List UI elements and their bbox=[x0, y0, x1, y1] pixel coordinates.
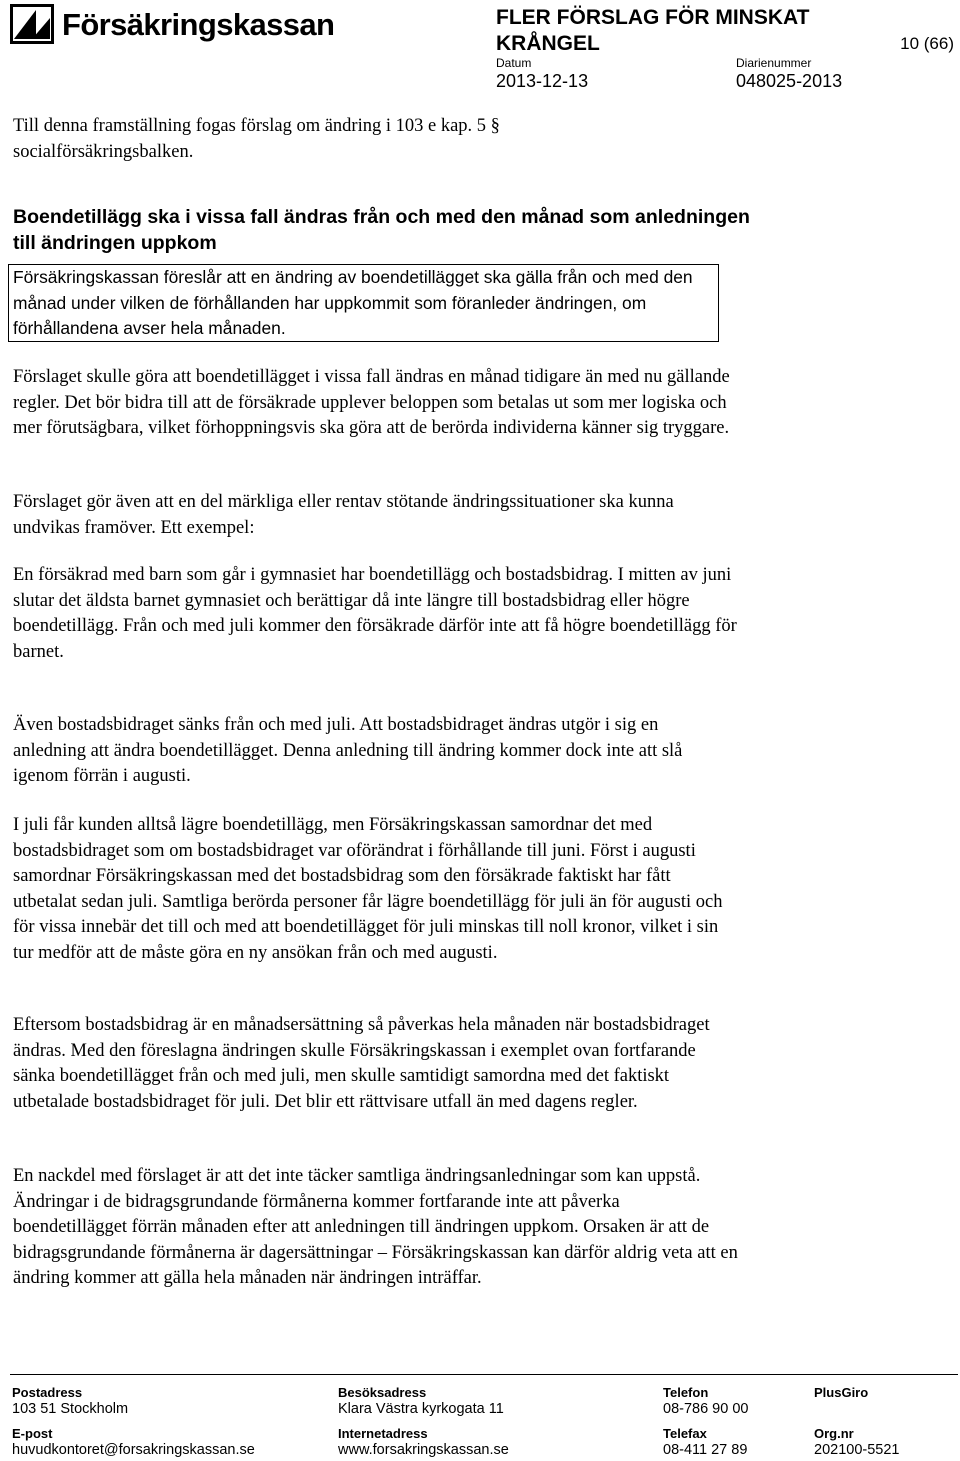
footer-postal-label: Postadress bbox=[12, 1385, 83, 1400]
paragraph-6: Eftersom bostadsbidrag är en månadsersättning så påverkas hela månaden när bostadsbidraget ändras. Med den föreslagna ändringen skulle Försäkringskassan i exemplet ovan fortfarande sänka boendetillägget från och med juli, men skulle samtidigt samordna med det faktiskt utbetalade bostadsbidraget för juli. Det blir ett rättvisare utfall än med dagens regler. bbox=[13, 1015, 710, 1112]
footer-visit-value: Klara Västra kyrkogata 11 bbox=[338, 1401, 504, 1417]
footer-web-label: Internetadress bbox=[338, 1426, 428, 1441]
footer-orgnr-label: Org.nr bbox=[814, 1426, 854, 1441]
paragraph-4: Även bostadsbidraget sänks från och med juli. Att bostadsbidraget ändras utgör i sig en anledning att ändra boendetillägget. Denna anledning till ändring kommer dock inte att slå igenom förrän i augusti. bbox=[13, 715, 683, 787]
paragraph-2: Förslaget gör även att en del märkliga eller rentav stötande ändringssituationer ska kunna undvikas framöver. Ett exempel: bbox=[13, 492, 674, 538]
diary-number-label: Diarienummer bbox=[736, 56, 812, 70]
footer-divider bbox=[10, 1374, 958, 1375]
paragraph-7: En nackdel med förslaget är att det inte täcker samtliga ändringsanledningar som kan uppstå. Ändringar i de bidragsgrundande förmånerna kommer fortfarande inte att påverka boendetillägget förrän månaden efter att anledningen till ändringen uppkom. Orsaken är att de bidragsgrundande förmånerna är dagersättningar – Försäkringskassan kan därför aldrig veta att en ändring kommer att gälla hela månaden när ändringen inträffar. bbox=[13, 1166, 738, 1289]
footer-web-value: www.forsakringskassan.se bbox=[338, 1442, 509, 1458]
document-title bbox=[496, 5, 856, 57]
footer-plusgiro-label: PlusGiro bbox=[814, 1385, 869, 1400]
footer-orgnr-value: 202100-5521 bbox=[814, 1442, 900, 1458]
footer-phone-value: 08-786 90 00 bbox=[663, 1401, 749, 1417]
document-title-line-1: FLER FÖRSLAG FÖR MINSKAT bbox=[496, 6, 810, 29]
footer-fax-value: 08-411 27 89 bbox=[663, 1442, 748, 1458]
section-heading: Boendetillägg ska i vissa fall ändras från och med den månad som anledningen till ändringen uppkom bbox=[13, 206, 750, 254]
logo-text: Försäkringskassan bbox=[62, 7, 335, 42]
footer-visit-label: Besöksadress bbox=[338, 1385, 427, 1400]
page-number: 10 (66) bbox=[900, 34, 954, 53]
footer-fax-label: Telefax bbox=[663, 1426, 707, 1441]
document-title-line-2: KRÅNGEL bbox=[496, 32, 600, 55]
forsakringskassan-logo-icon bbox=[10, 4, 54, 44]
footer-postal-value: 103 51 Stockholm bbox=[12, 1401, 129, 1417]
paragraph-5: I juli får kunden alltså lägre boendetillägg, men Försäkringskassan samordnar det med bostadsbidraget som om bostadsbidraget var oförändrat i förhållande till juni. Först i augusti samordnar Försäkringskassan med det bostadsbidrag som den försäkrade faktiskt har fått utbetalat sedan juli. Samtliga berörda personer får lägre boendetillägg för juli än för augusti och för vissa innebär det till och med att boendetillägget för juli minskas till noll kronor, vilket i sin tur medför att de måste göra en ny ansökan från och med augusti. bbox=[13, 815, 723, 963]
footer-email-label: E-post bbox=[12, 1426, 53, 1441]
footer-email-value: huvudkontoret@forsakringskassan.se bbox=[12, 1442, 255, 1458]
paragraph-3: En försäkrad med barn som går i gymnasiet har boendetillägg och bostadsbidrag. I mitten av juni slutar det äldsta barnet gymnasiet och berättigar då inte längre till bostadsbidrag eller högre boendetillägg. Från och med juli kommer den försäkrade därför inte att få högre boendetillägg för barnet. bbox=[13, 565, 737, 662]
diary-number-value: 048025-2013 bbox=[736, 71, 843, 91]
date-value: 2013-12-13 bbox=[496, 71, 589, 91]
footer-phone-label: Telefon bbox=[663, 1385, 709, 1400]
paragraph-1: Förslaget skulle göra att boendetillägget i vissa fall ändras en månad tidigare än med nu gällande regler. Det bör bidra till att de försäkrade upplever beloppen som betalas ut som mer logiska och mer förutsägbara, vilket förhoppningsvis ska göra att de berörda individerna känner sig tryggare. bbox=[13, 367, 730, 439]
date-label: Datum bbox=[496, 56, 532, 70]
intro-paragraph: Till denna framställning fogas förslag om ändring i 103 e kap. 5 § socialförsäkringsbalken. bbox=[13, 116, 500, 162]
logo bbox=[10, 4, 334, 44]
proposal-text: Försäkringskassan föreslår att en ändring av boendetillägget ska gälla från och med den månad under vilken de förhållanden har uppkommit som föranleder ändringen, om förhållandena avser hela månaden. bbox=[13, 267, 693, 338]
